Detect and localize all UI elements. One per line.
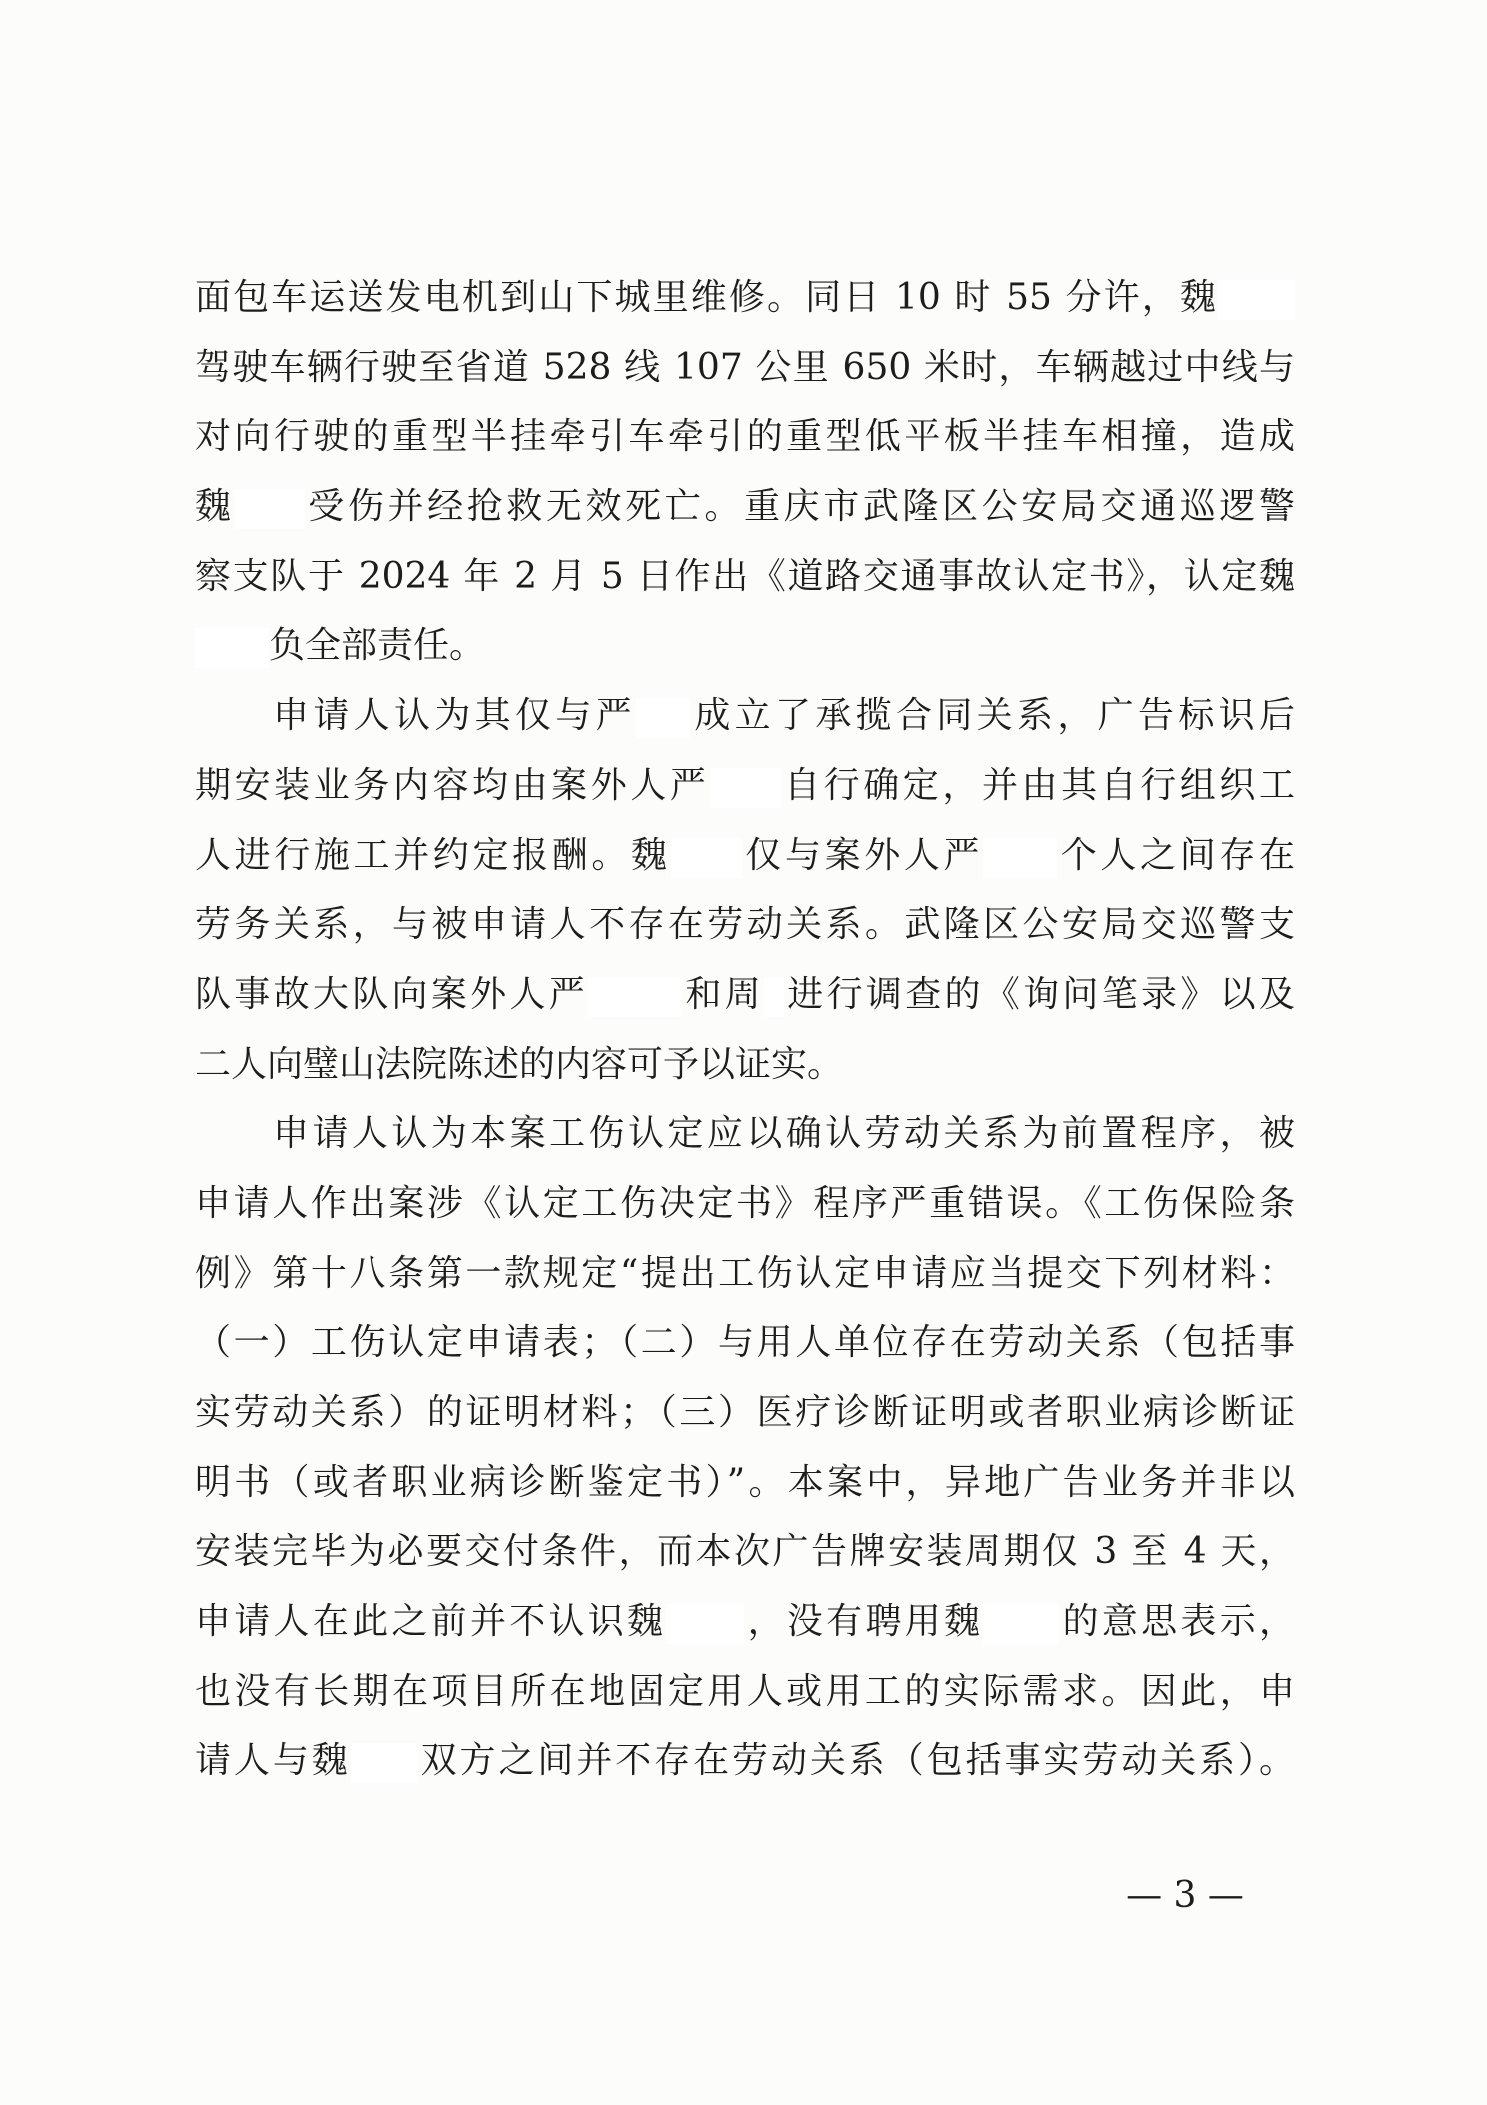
text-line [195, 821, 1295, 891]
text-segment: 驾驶车辆行驶至省道 528 线 107 公里 650 米时，车辆越过中线与 [195, 346, 1295, 388]
text-line [195, 1239, 1295, 1309]
text-segment: 人进行施工并约定报酬。魏 [195, 834, 671, 876]
text-line [195, 1099, 1295, 1169]
text-segment: 受伤并经抢救无效死亡。重庆市武隆区公安局交通巡逻警 [304, 486, 1295, 528]
redaction-box [764, 977, 784, 1017]
text-line [195, 263, 1295, 333]
text-segment: ，没有聘用魏 [744, 1601, 984, 1643]
text-line [195, 890, 1295, 960]
page-number: — 3 — [1126, 1875, 1244, 1916]
text-segment: 也没有长期在项目所在地固定用人或用工的实际需求。因此，申 [195, 1670, 1295, 1712]
redaction-box [983, 1604, 1059, 1644]
text-line [195, 960, 1295, 1030]
text-segment: 对向行驶的重型半挂牵引车牵引的重型低平板半挂车相撞，造成 [195, 416, 1295, 458]
text-segment: （一）工伤认定申请表；（二）与用人单位存在劳动关系（包括事 [195, 1322, 1295, 1364]
text-segment: 成立了承揽合同关系，广告标识后 [690, 695, 1295, 737]
text-segment: 安装完毕为必要交付条件，而本次广告牌安装周期仅 3 至 4 天， [195, 1531, 1295, 1573]
text-segment: 双方之间并不存在劳动关系（包括事实劳动关系）。 [417, 1740, 1295, 1782]
text-line [195, 1169, 1295, 1239]
text-line [195, 1726, 1295, 1796]
text-segment: 个人之间存在 [1057, 834, 1295, 876]
text-segment: 请人与魏 [195, 1740, 351, 1782]
text-segment: 申请人在此之前并不认识魏 [195, 1601, 667, 1643]
text-segment: 期安装业务内容均由案外人严 [195, 764, 710, 806]
text-line [195, 333, 1295, 403]
text-line [195, 681, 1295, 751]
text-segment: 劳务关系，与被申请人不存在劳动关系。武隆区公安局交巡警支 [195, 904, 1295, 946]
text-line [195, 1378, 1295, 1448]
redaction-box [1218, 280, 1295, 320]
text-segment: 申请人认为本案工伤认定应以确认劳动关系为前置程序，被 [273, 1113, 1295, 1155]
redaction-box [235, 489, 305, 529]
text-line [195, 1517, 1295, 1587]
redaction-box [983, 838, 1057, 878]
text-segment: 实劳动关系）的证明材料；（三）医疗诊断证明或者职业病诊断证 [195, 1392, 1295, 1433]
text-segment: 例》第十八条第一款规定“提出工伤认定申请应当提交下列材料： [195, 1252, 1295, 1294]
text-segment: 二人向璧山法院陈述的内容可予以证实。 [195, 1043, 844, 1085]
text-line [195, 542, 1295, 612]
text-line [195, 1448, 1295, 1518]
text-segment: 的意思表示， [1059, 1601, 1295, 1643]
text-line [195, 1587, 1295, 1657]
text-segment: 队事故大队向案外人严 [195, 973, 589, 1015]
text-line [195, 1308, 1295, 1378]
text-line [195, 751, 1295, 821]
text-segment: 明书（或者职业病诊断鉴定书）”。本案中，异地广告业务并非以 [195, 1461, 1295, 1503]
text-line [195, 1657, 1295, 1727]
redaction-box [195, 628, 269, 668]
text-line [195, 611, 1295, 681]
text-segment: 仅与案外人严 [741, 834, 984, 876]
text-segment: 和周 [682, 973, 764, 1015]
text-line [195, 472, 1295, 542]
text-segment: 负全部责任。 [269, 625, 486, 667]
text-segment: 自行确定，并由其自行组织工 [780, 764, 1295, 806]
text-line [195, 1030, 1295, 1100]
redaction-box [666, 1604, 744, 1644]
text-line [195, 402, 1295, 472]
redaction-box [351, 1743, 418, 1783]
redaction-box [636, 698, 690, 738]
text-segment: 魏 [195, 486, 235, 528]
redaction-box [588, 977, 682, 1017]
redaction-box [710, 768, 781, 808]
body-text [195, 263, 1295, 1796]
text-segment: 申请人认为其仅与严 [273, 695, 636, 737]
text-segment: 申请人作出案涉《认定工伤决定书》程序严重错误。《工伤保险条 [195, 1182, 1295, 1224]
text-segment: 面包车运送发电机到山下城里维修。同日 10 时 55 分许，魏 [195, 277, 1218, 318]
text-segment: 进行调查的《询问笔录》以及 [783, 973, 1295, 1015]
redaction-box [671, 838, 742, 878]
text-segment: 察支队于 2024 年 2 月 5 日作出《道路交通事故认定书》，认定魏 [195, 555, 1295, 597]
